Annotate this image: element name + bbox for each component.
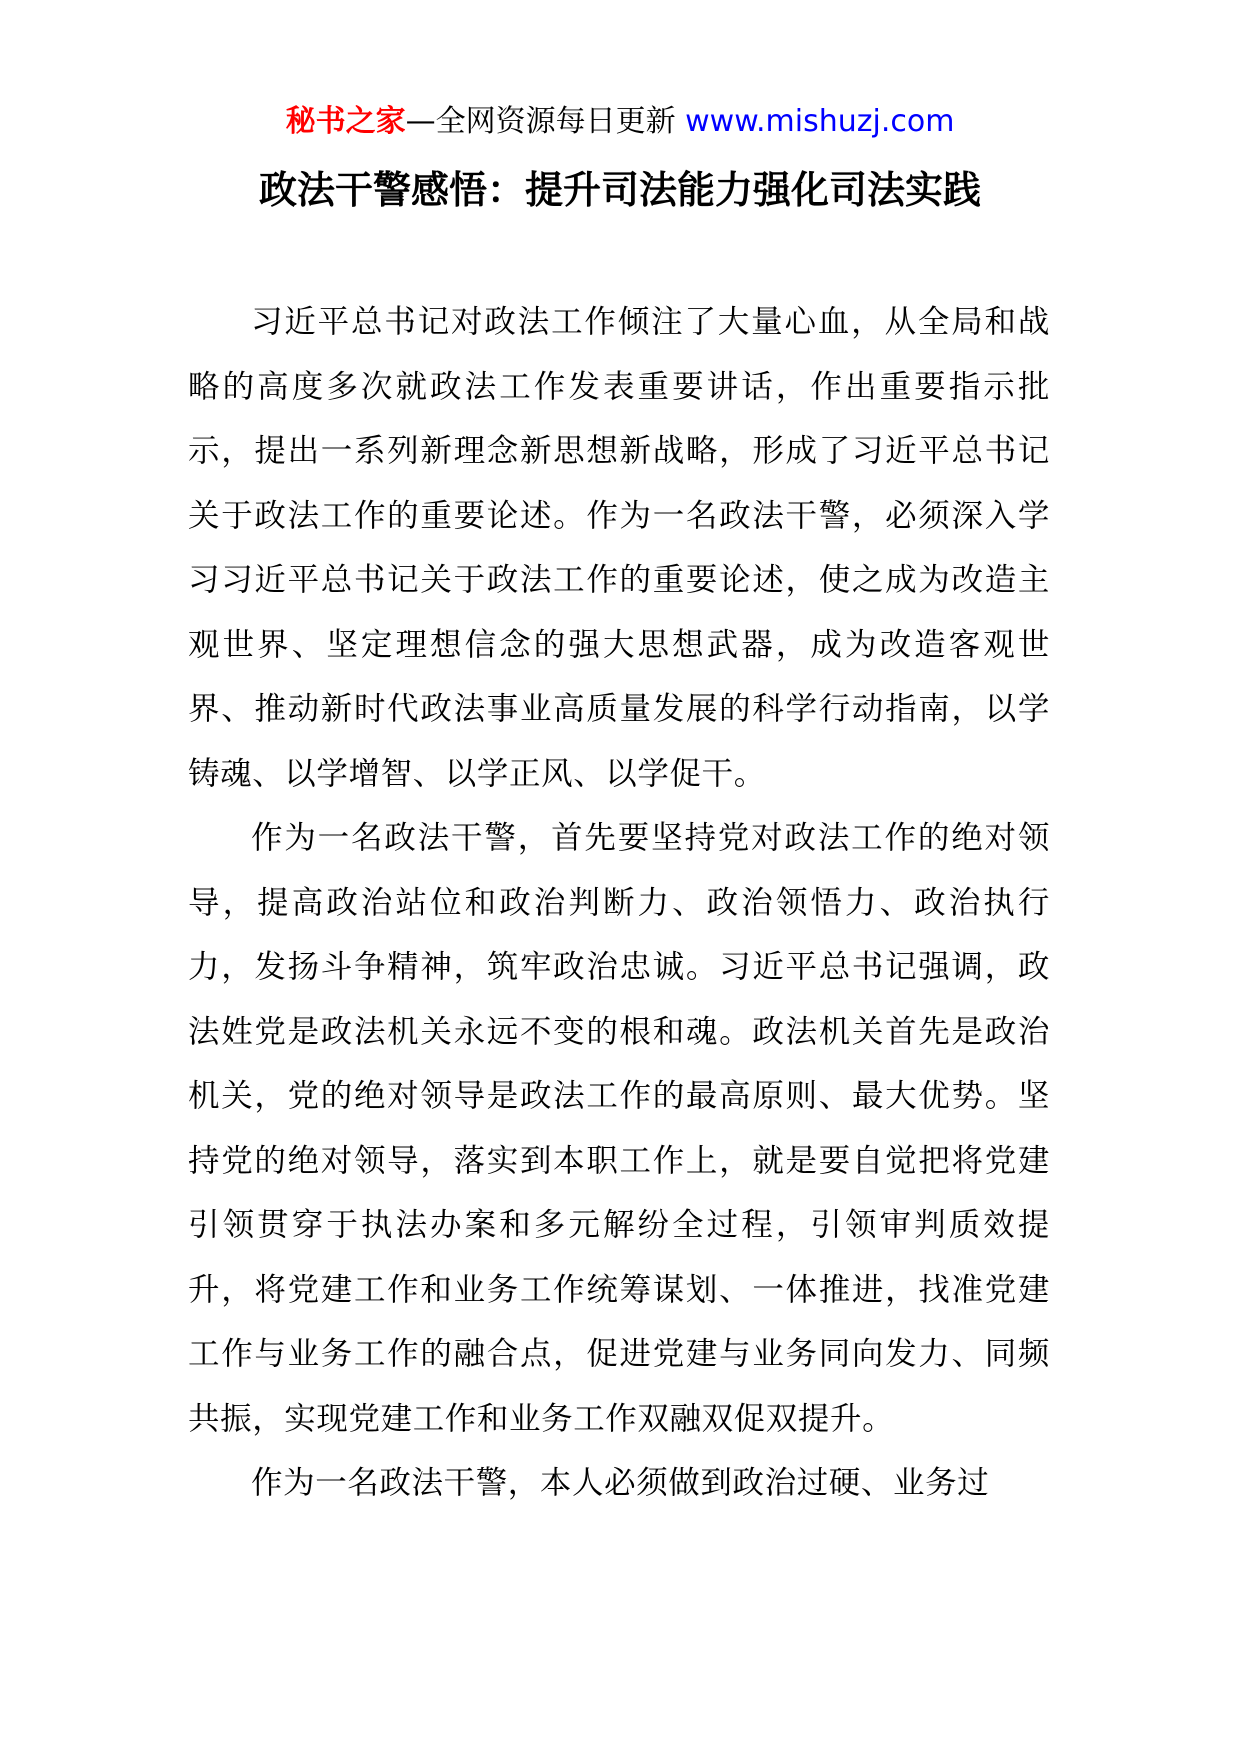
document-body: [188, 290, 1050, 1516]
document-title: 政法干警感悟：提升司法能力强化司法实践: [258, 168, 981, 212]
paragraph-1: 习近平总书记对政法工作倾注了大量心血，从全局和战略的高度多次就政法工作发表重要讲话，作出重要指示批示，提出一系列新理念新思想新战略，形成了习近平总书记关于政法工作的重要论述。作为一名政法干警，必须深入学习习近平总书记关于政法工作的重要论述，使之成为改造主观世界、坚定理想信念的强大思想武器，成为改造客观世界、推动新时代政法事业高质量发展的科学行动指南，以学铸魂、以学增智、以学正风、以学促干。: [188, 304, 1050, 792]
site-header: [0, 100, 1240, 144]
header-tagline: —全网资源每日更新: [405, 104, 686, 139]
site-url-link[interactable]: www.mishuzj.com: [685, 104, 955, 139]
paragraph-2: 作为一名政法干警，首先要坚持党对政法工作的绝对领导，提高政治站位和政治判断力、政治领悟力、政治执行力，发扬斗争精神，筑牢政治忠诚。习近平总书记强调，政法姓党是政法机关永远不变的根和魂。政法机关首先是政治机关，党的绝对领导是政法工作的最高原则、最大优势。坚持党的绝对领导，落实到本职工作上，就是要自觉把将党建引领贯穿于执法办案和多元解纷全过程，引领审判质效提升，将党建工作和业务工作统筹谋划、一体推进，找准党建工作与业务工作的融合点，促进党建与业务同向发力、同频共振，实现党建工作和业务工作双融双促双提升。: [188, 820, 1050, 1437]
brand-name: 秘书之家: [285, 104, 406, 139]
paragraph-3: 作为一名政法干警，本人必须做到政治过硬、业务过: [251, 1465, 990, 1501]
